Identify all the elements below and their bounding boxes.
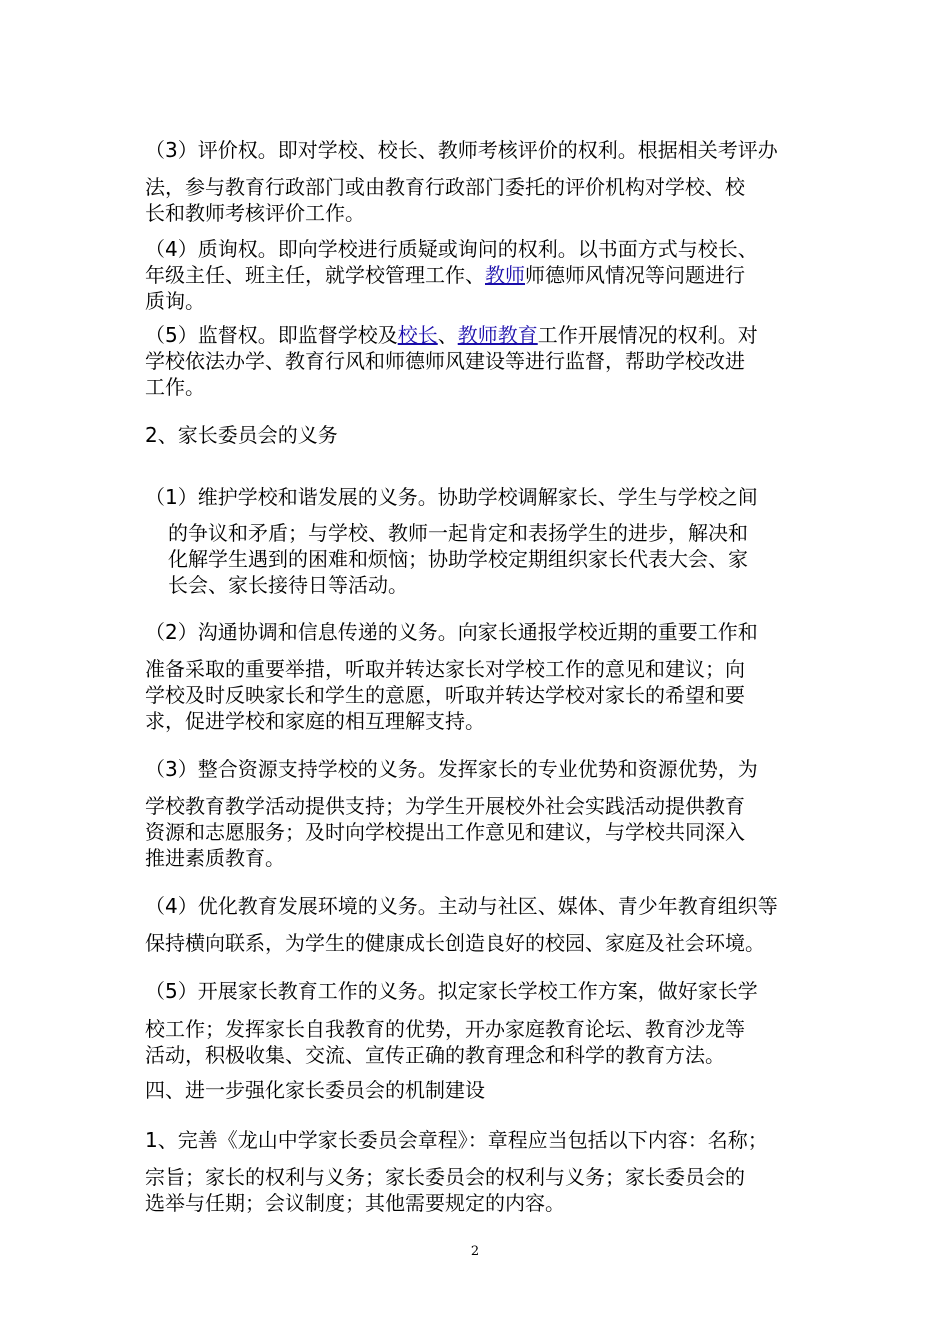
link-teacher-education[interactable]: 教师教育 xyxy=(457,323,538,347)
text-line: （3）整合资源支持学校的义务。发挥家长的专业优势和资源优势，为 xyxy=(145,757,758,781)
text-line: 学校依法办学、教育行风和师德师风建设等进行监督，帮助学校改进 xyxy=(145,349,745,373)
text-line: （5）开展家长教育工作的义务。拟定家长学校工作方案，做好家长学 xyxy=(145,979,758,1003)
text-segment: （5）监督权。即监督学校及 xyxy=(145,323,398,347)
text-line: 资源和志愿服务；及时向学校提出工作意见和建议，与学校共同深入 xyxy=(145,820,745,844)
text-line: 宗旨；家长的权利与义务；家长委员会的权利与义务；家长委员会的 xyxy=(145,1165,745,1189)
text-line: （2）沟通协调和信息传递的义务。向家长通报学校近期的重要工作和 xyxy=(145,620,758,644)
text-line: 化解学生遇到的困难和烦恼；协助学校定期组织家长代表大会、家 xyxy=(168,547,748,571)
text-line: 长会、家长接待日等活动。 xyxy=(168,573,408,597)
text-segment: 年级主任、班主任，就学校管理工作、 xyxy=(145,263,485,287)
text-line: 准备采取的重要举措，听取并转达家长对学校工作的意见和建议；向 xyxy=(145,657,745,681)
text-line: （4）质询权。即向学校进行质疑或询问的权利。以书面方式与校长、 xyxy=(145,237,758,261)
text-line: （3）评价权。即对学校、校长、教师考核评价的权利。根据相关考评办 xyxy=(145,138,778,162)
text-line: 法，参与教育行政部门或由教育行政部门委托的评价机构对学校、校 xyxy=(145,175,745,199)
text-line: 活动，积极收集、交流、宣传正确的教育理念和科学的教育方法。 xyxy=(145,1043,725,1067)
link-principal[interactable]: 校长 xyxy=(397,323,438,347)
text-line: 质询。 xyxy=(145,289,205,313)
text-line: 推进素质教育。 xyxy=(145,846,285,870)
text-line: 长和教师考核评价工作。 xyxy=(145,201,365,225)
text-line xyxy=(145,262,745,288)
text-line: 学校及时反映家长和学生的意愿，听取并转达学校对家长的希望和要 xyxy=(145,683,745,707)
text-segment: 、 xyxy=(437,323,458,347)
text-line: 保持横向联系，为学生的健康成长创造良好的校园、家庭及社会环境。 xyxy=(145,931,765,955)
link-teacher[interactable]: 教师 xyxy=(485,263,525,287)
section-heading: 四、进一步强化家长委员会的机制建设 xyxy=(145,1078,485,1102)
section-heading: 2、家长委员会的义务 xyxy=(145,423,338,447)
text-line: 的争议和矛盾；与学校、教师一起肯定和表扬学生的进步，解决和 xyxy=(168,521,748,545)
text-line: 1、完善《龙山中学家长委员会章程》：章程应当包括以下内容：名称； xyxy=(145,1128,768,1152)
text-line: 学校教育教学活动提供支持；为学生开展校外社会实践活动提供教育 xyxy=(145,794,745,818)
text-segment: 工作开展情况的权利。对 xyxy=(537,323,758,347)
text-segment: 师德师风情况等问题进行 xyxy=(525,263,745,287)
text-line: 校工作；发挥家长自我教育的优势，开办家庭教育论坛、教育沙龙等 xyxy=(145,1017,745,1041)
text-line: 工作。 xyxy=(145,375,205,399)
text-line: （4）优化教育发展环境的义务。主动与社区、媒体、青少年教育组织等 xyxy=(145,894,778,918)
text-line: （1）维护学校和谐发展的义务。协助学校调解家长、学生与学校之间 xyxy=(145,485,758,509)
page-number: 2 xyxy=(470,1244,480,1259)
text-line: 选举与任期；会议制度；其他需要规定的内容。 xyxy=(145,1191,565,1215)
text-line: 求，促进学校和家庭的相互理解支持。 xyxy=(145,709,485,733)
text-line xyxy=(145,322,758,348)
